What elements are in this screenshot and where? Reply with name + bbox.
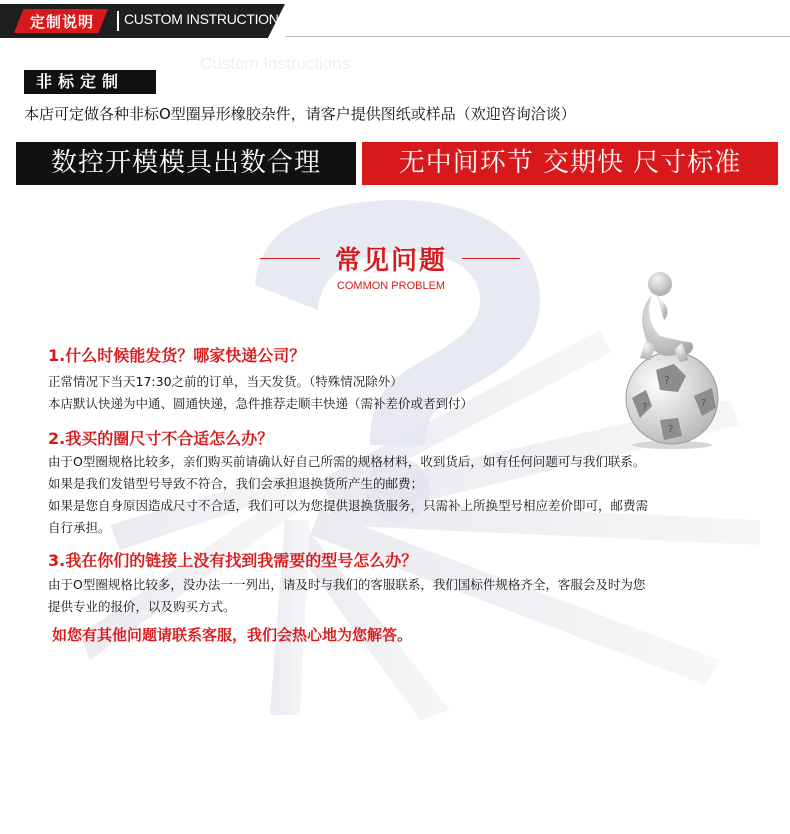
faq-title: 常见问题	[334, 246, 447, 276]
faq-answer-1-line-2: 本店默认快递为中通、圆通快递，急件推荐走顺丰快递（需补差价或者到付）	[48, 396, 474, 411]
header-title-cn: 定制说明	[30, 13, 95, 31]
header-rule	[285, 36, 790, 37]
faq-answer-2-line-2: 如果是我们发错型号导致不符合，我们会承担退换货所产生的邮费；	[48, 476, 424, 491]
faq-answer-2-line-1: 由于O型圈规格比较多，亲们购买前请确认好自己所需的规格材料，收到货后，如有任何问题可与我们联系。	[48, 454, 646, 469]
faq-answer-3-line-1: 由于O型圈规格比较多，没办法一一列出，请及时与我们的客服联系，我们国标件规格齐全，客服会及时为您	[48, 577, 646, 592]
faq-title-line-right	[462, 258, 520, 259]
watermark-text: Custom Instructions	[200, 54, 351, 73]
header-title-en: CUSTOM INSTRUCTIONS	[124, 11, 288, 27]
faq-question-3: 3.我在你们的链接上没有找到我需要的型号怎么办？	[48, 551, 418, 570]
faq-closing: 如您有其他问题请联系客服，我们会热心地为您解答。	[52, 626, 413, 644]
faq-answer-2-line-3: 如果是您自身原因造成尺寸不合适，我们可以为您提供退换货服务，只需补上所换型号相应差价即可，邮费需	[48, 498, 649, 513]
svg-text:?: ?	[668, 424, 674, 435]
thinker-on-question-ball-icon	[616, 270, 726, 450]
section-label: 非标定制	[24, 70, 156, 94]
faq-question-1: 1.什么时候能发货？哪家快递公司？	[48, 346, 306, 365]
svg-text:?: ?	[664, 374, 670, 387]
svg-text:?: ?	[701, 398, 707, 409]
faq-title-line-left	[260, 258, 320, 259]
header-bar	[0, 0, 790, 40]
section-intro: 本店可定做各种非标O型圈异形橡胶杂件，请客户提供图纸或样品（欢迎咨询洽谈）	[24, 105, 576, 123]
faq-subtitle: COMMON PROBLEM	[336, 280, 446, 292]
banner-left: 数控开模模具出数合理	[16, 142, 356, 185]
faq-answer-1-line-1: 正常情况下当天17:30之前的订单，当天发货。（特殊情况除外）	[48, 374, 403, 389]
svg-text:?: ?	[642, 402, 648, 413]
faq-answer-3-line-2: 提供专业的报价，以及购买方式。	[48, 599, 236, 614]
faq-answer-2-line-4: 自行承担。	[48, 520, 111, 535]
header-separator	[117, 11, 119, 31]
banner-right: 无中间环节 交期快 尺寸标准	[362, 142, 778, 185]
faq-question-2: 2.我买的圈尺寸不合适怎么办？	[48, 429, 274, 448]
